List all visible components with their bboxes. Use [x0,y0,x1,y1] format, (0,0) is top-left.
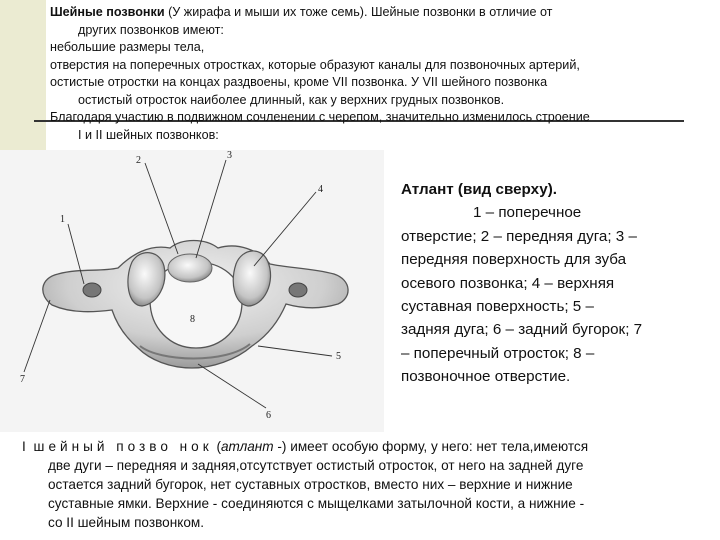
right-transverse-foramen [289,283,307,297]
intro-line-5: остистые отростки на концах раздвоены, кроме VII позвонка. У VII шейного позвонка [50,75,548,89]
intro-line-7: Благодаря участию в подвижном сочленении с черепом, значительно изменилось строение [50,110,590,124]
intro-line-6: остистый отросток наиболее длинный, как у верхних грудных позвонков. [78,92,505,107]
intro-line-3: небольшие размеры тела, [50,40,205,54]
caption-line-6: задняя дуга; 6 – задний бугорок; 7 [401,321,643,339]
bottom-line-1: I шейный позво нок (атлант -) имеет особую форму, у него: нет тела,имеются [22,439,589,454]
caption-line-8: позвоночное отверстие. [401,368,571,386]
intro-line-2: других позвонков имеют: [78,22,224,37]
intro-line-1: Шейные позвонки (У жирафа и мыши их тоже семь). Шейные позвонки в отличие от [50,5,553,19]
label-4: 4 [318,184,323,195]
caption-line-3: передняя поверхность для зуба [401,251,627,269]
label-6: 6 [266,410,271,421]
intro-term: Шейные позвонки [50,5,165,19]
label-8: 8 [190,314,195,325]
caption-line-7: – поперечный отросток; 8 – [401,344,595,362]
intro-line-8: I и II шейных позвонков: [78,127,219,142]
intro-line-4: отверстия на поперечных отростках, которые образуют каналы для позвоночных артерий, [50,57,580,72]
label-5: 5 [336,351,341,362]
label-7: 7 [20,374,25,385]
caption-line-5: суставная поверхность; 5 – [401,298,594,316]
bottom-spaced-term: шейный позво нок [25,439,213,454]
caption-title: Атлант (вид сверху). [401,181,557,198]
bottom-line-5: со II шейным позвонком. [48,515,204,530]
caption-line-2: отверстие; 2 – передняя дуга; 3 – [401,227,637,245]
left-accent-band [0,0,46,150]
bottom-line-4: суставные ямки. Верхние - соединяются с мыщелками затылочной кости, а нижние - [48,496,585,511]
left-transverse-foramen [83,283,101,297]
label-3: 3 [227,150,232,161]
caption-line-4: осевого позвонка; 4 – верхняя [401,274,615,292]
label-2: 2 [136,155,141,166]
figure-caption [401,178,701,389]
atlas-vertebra-illustration [0,150,384,432]
intro-text [50,4,690,144]
bottom-paragraph [22,437,702,532]
bottom-line-2: две дуги – передняя и задняя,отсутствует остистый отросток, от него на задней дуге [48,458,584,473]
bottom-line-3: остается задний бугорок, нет суставных отростков, вместо них – верхние и нижние [48,477,573,492]
caption-line-1: 1 – поперечное [473,204,582,222]
bottom-atlant-term: атлант [221,439,274,454]
label-1: 1 [60,214,65,225]
dental-facet [168,254,212,282]
